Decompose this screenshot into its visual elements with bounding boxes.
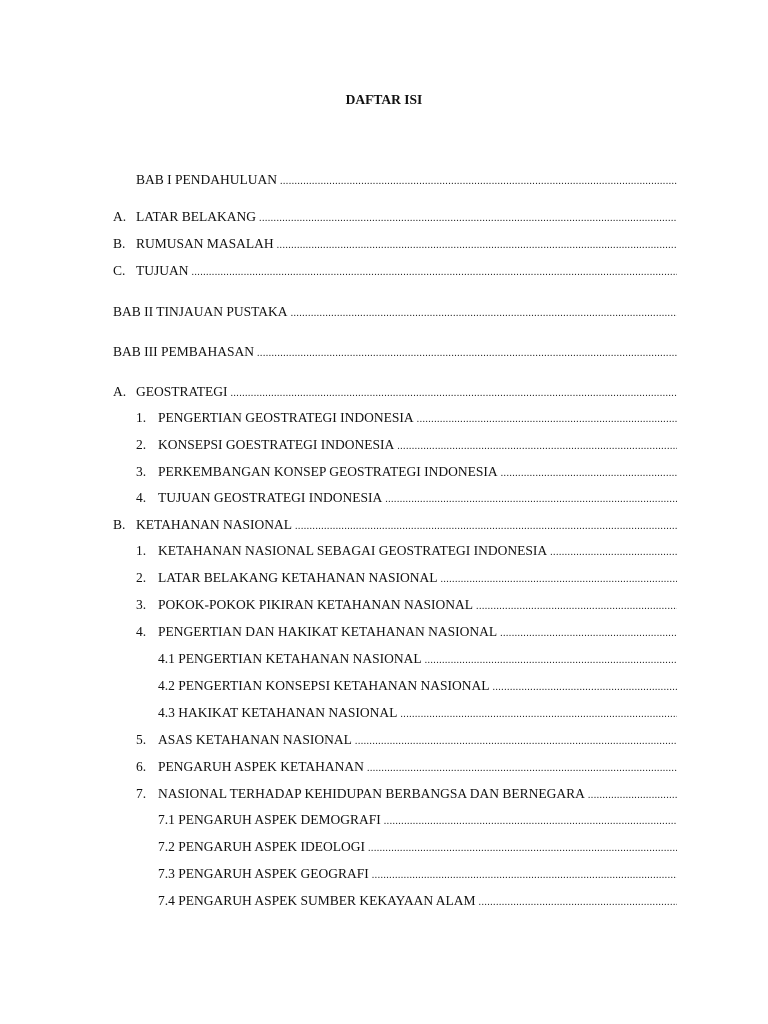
dot-leader (500, 625, 677, 643)
page-title: DAFTAR ISI (345, 92, 423, 107)
toc-entry (158, 838, 677, 856)
dot-leader (397, 438, 677, 456)
toc-entry (136, 596, 677, 614)
toc-entry-number: 3. (136, 464, 147, 479)
dot-leader (501, 465, 677, 483)
toc-entry (136, 758, 677, 776)
toc-entry-number: A. (113, 209, 127, 224)
toc-entry (113, 383, 677, 401)
toc-entry-label: 7.2 PENGARUH ASPEK IDEOLOGI (158, 839, 366, 854)
toc-entry-label: 4.1 PENGERTIAN KETAHANAN NASIONAL (158, 651, 422, 666)
toc-entry-number: 2. (136, 570, 147, 585)
toc-entry (158, 650, 677, 668)
toc-entry-label: 7.3 PENGARUH ASPEK GEOGRAFI (158, 866, 369, 881)
toc-entry-number: 1. (136, 543, 147, 558)
dot-leader (367, 760, 677, 778)
toc-entry-label: PENGERTIAN GEOSTRATEGI INDONESIA (158, 410, 414, 425)
toc-entry-label: BAB I PENDAHULUAN (136, 172, 277, 187)
dot-leader (476, 598, 677, 616)
toc-entry-number: 6. (136, 759, 147, 774)
toc-entry-number: 2. (136, 437, 147, 452)
toc-entry-number: 1. (136, 410, 147, 425)
toc-entry (136, 463, 677, 481)
toc-entry (158, 892, 677, 910)
toc-entry (113, 208, 677, 226)
toc-entry-number: 3. (136, 597, 147, 612)
toc-entry (136, 731, 677, 749)
toc-entry (136, 489, 677, 507)
toc-entry (136, 623, 677, 641)
dot-leader (192, 264, 678, 282)
toc-entry (113, 343, 677, 361)
dot-leader (231, 385, 678, 403)
toc-entry-label: KETAHANAN NASIONAL (136, 517, 293, 532)
toc-entry (113, 235, 677, 253)
toc-entry-number: C. (113, 263, 126, 278)
toc-entry-number: 5. (136, 732, 147, 747)
dot-leader (479, 894, 677, 912)
toc-entry-label: LATAR BELAKANG KETAHANAN NASIONAL (158, 570, 438, 585)
dot-leader (440, 571, 677, 589)
toc-entry-label: PENGARUH ASPEK KETAHANAN (158, 759, 364, 774)
dot-leader (385, 491, 677, 509)
toc-entry-label: TUJUAN GEOSTRATEGI INDONESIA (158, 490, 383, 505)
toc-entry (113, 303, 677, 321)
dot-leader (372, 867, 677, 885)
toc-entry-label: RUMUSAN MASALAH (136, 236, 274, 251)
dot-leader (368, 840, 677, 858)
dot-leader (492, 679, 677, 697)
toc-entry-label: KONSEPSI GOESTRATEGI INDONESIA (158, 437, 395, 452)
dot-leader (417, 411, 677, 429)
toc-entry-number: B. (113, 236, 126, 251)
toc-entry (158, 677, 677, 695)
dot-leader (295, 518, 677, 536)
toc-entry-number: 4. (136, 624, 147, 639)
toc-entry (113, 262, 677, 280)
toc-entry-label: PERKEMBANGAN KONSEP GEOSTRATEGI INDONESIA (158, 464, 498, 479)
toc-entry-number: A. (113, 384, 127, 399)
toc-entry (136, 785, 677, 803)
dot-leader (280, 173, 677, 191)
toc-entry (136, 569, 677, 587)
toc-entry-label: 7.4 PENGARUH ASPEK SUMBER KEKAYAAN ALAM (158, 893, 476, 908)
toc-entry-label: BAB II TINJAUAN PUSTAKA (113, 304, 288, 319)
dot-leader (550, 544, 677, 562)
toc-entry-label: 4.3 HAKIKAT KETAHANAN NASIONAL (158, 705, 398, 720)
toc-entry-label: 7.1 PENGARUH ASPEK DEMOGRAFI (158, 812, 381, 827)
toc-entry-label: ASAS KETAHANAN NASIONAL (158, 732, 352, 747)
toc-entry-number: 7. (136, 786, 147, 801)
toc-entry (113, 516, 677, 534)
dot-leader (588, 787, 677, 805)
toc-entry-label: LATAR BELAKANG (136, 209, 257, 224)
dot-leader (425, 652, 677, 670)
toc-entry-label: NASIONAL TERHADAP KEHIDUPAN BERBANGSA DAN BERNEGARA (158, 786, 585, 801)
dot-leader (291, 305, 677, 323)
toc-entry (136, 436, 677, 454)
dot-leader (277, 237, 677, 255)
dot-leader (384, 813, 677, 831)
toc-entry-number: B. (113, 517, 126, 532)
toc-entry (136, 409, 677, 427)
toc-entry-label: BAB III PEMBAHASAN (113, 344, 255, 359)
toc-entry (136, 171, 677, 189)
toc-entry-label: TUJUAN (136, 263, 189, 278)
dot-leader (257, 345, 677, 363)
toc-entry-label: GEOSTRATEGI (136, 384, 228, 399)
toc-entry-number: 4. (136, 490, 147, 505)
toc-entry-label: POKOK-POKOK PIKIRAN KETAHANAN NASIONAL (158, 597, 474, 612)
dot-leader (259, 210, 677, 228)
toc-entry (158, 811, 677, 829)
toc-entry-label: 4.2 PENGERTIAN KONSEPSI KETAHANAN NASIONAL (158, 678, 490, 693)
toc-entry-label: PENGERTIAN DAN HAKIKAT KETAHANAN NASIONAL (158, 624, 498, 639)
dot-leader (355, 733, 677, 751)
dot-leader (400, 706, 677, 724)
toc-entry (158, 865, 677, 883)
toc-entry (136, 542, 677, 560)
toc-entry-label: KETAHANAN NASIONAL SEBAGAI GEOSTRATEGI INDONESIA (158, 543, 548, 558)
toc-entry (158, 704, 677, 722)
